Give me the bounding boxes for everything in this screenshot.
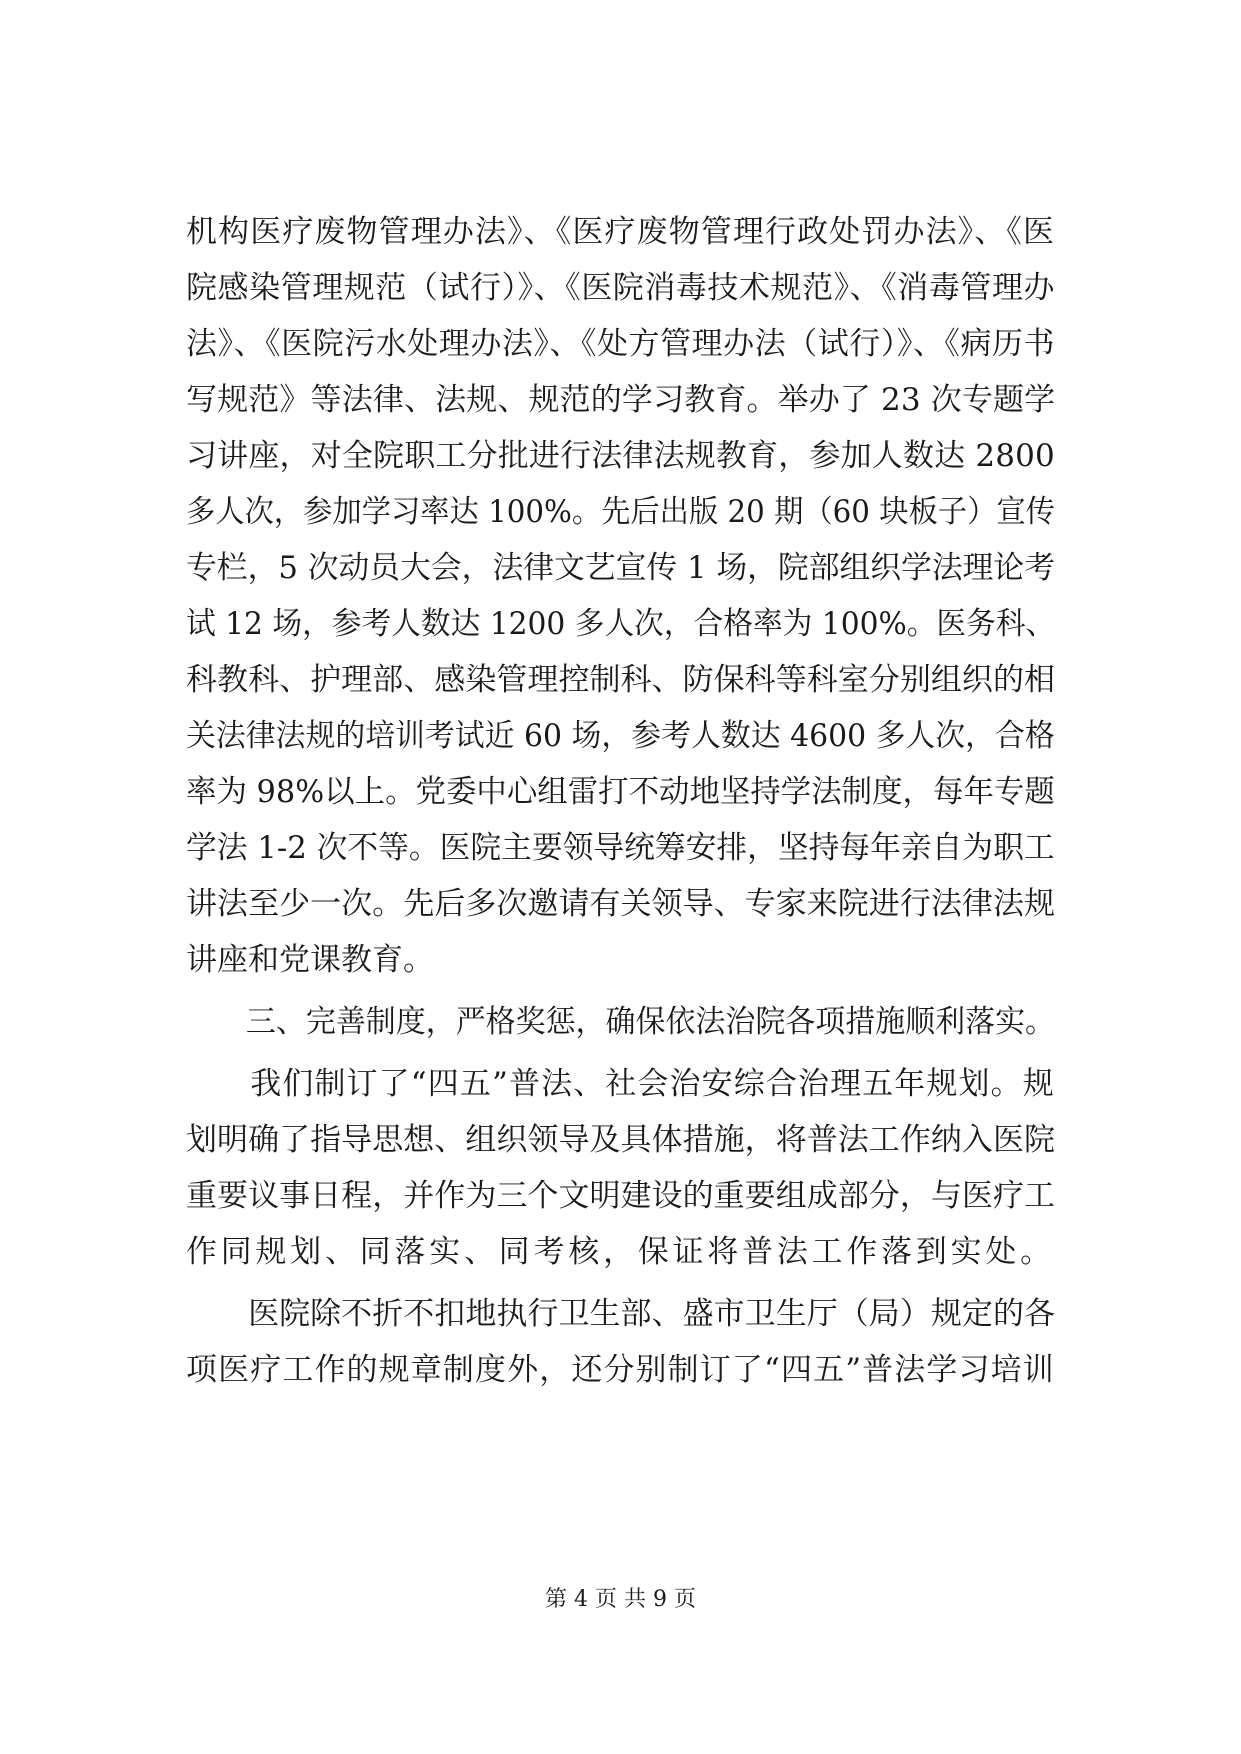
body-line: 我们制订了“四五”普法、社会治安综合治理五年规划。规 [186, 1066, 1055, 1102]
body-line: 专栏，5 次动员大会，法律文艺宣传 1 场，院部组织学法理论考 [186, 550, 1056, 586]
body-line: 讲法至少一次。先后多次邀请有关领导、专家来院进行法律法规 [186, 886, 1056, 922]
body-line: 医院除不折不扣地执行卫生部、盛市卫生厅（局）规定的各 [186, 1296, 1056, 1332]
body-line: 多人次，参加学习率达 100%。先后出版 20 期（60 块板子）宣传 [186, 494, 1055, 530]
body-line: 写规范》等法律、法规、规范的学习教育。举办了 23 次专题学 [186, 382, 1056, 418]
body-line: 率为 98%以上。党委中心组雷打不动地坚持学法制度，每年专题 [186, 774, 1055, 810]
body-line: 关法律法规的培训考试近 60 场，参考人数达 4600 多人次，合格 [186, 718, 1055, 754]
body-line: 科教科、护理部、感染管理控制科、防保科等科室分别组织的相 [186, 662, 1056, 698]
page-number-footer: 第 4 页 共 9 页 [545, 1587, 696, 1612]
body-line: 法》、《医院污水处理办法》、《处方管理办法（试行）》、《病历书 [186, 326, 1056, 362]
body-line: 项医疗工作的规章制度外，还分别制订了“四五”普法学习培训 [186, 1352, 1055, 1388]
body-line: 机构医疗废物管理办法》、《医疗废物管理行政处罚办法》、《医 [186, 214, 1056, 250]
body-line: 习讲座，对全院职工分批进行法律法规教育，参加人数达 2800 [186, 438, 1055, 474]
body-line: 试 12 场，参考人数达 1200 多人次，合格率为 100%。医务科、 [186, 606, 1056, 642]
body-line: 重要议事日程，并作为三个文明建设的重要组成部分，与医疗工 [186, 1178, 1056, 1214]
body-line: 学法 1-2 次不等。医院主要领导统筹安排，坚持每年亲自为职工 [186, 830, 1055, 866]
body-line: 划明确了指导思想、组织领导及具体措施，将普法工作纳入医院 [186, 1122, 1056, 1158]
section-heading: 三、完善制度，严格奖惩，确保依法治院各项措施顺利落实。 [186, 1004, 1055, 1040]
body-line: 讲座和党课教育。 [186, 942, 434, 978]
body-line: 作同规划、同落实、同考核，保证将普法工作落到实处。 [186, 1234, 1055, 1270]
body-line: 院感染管理规范（试行）》、《医院消毒技术规范》、《消毒管理办 [186, 270, 1056, 306]
